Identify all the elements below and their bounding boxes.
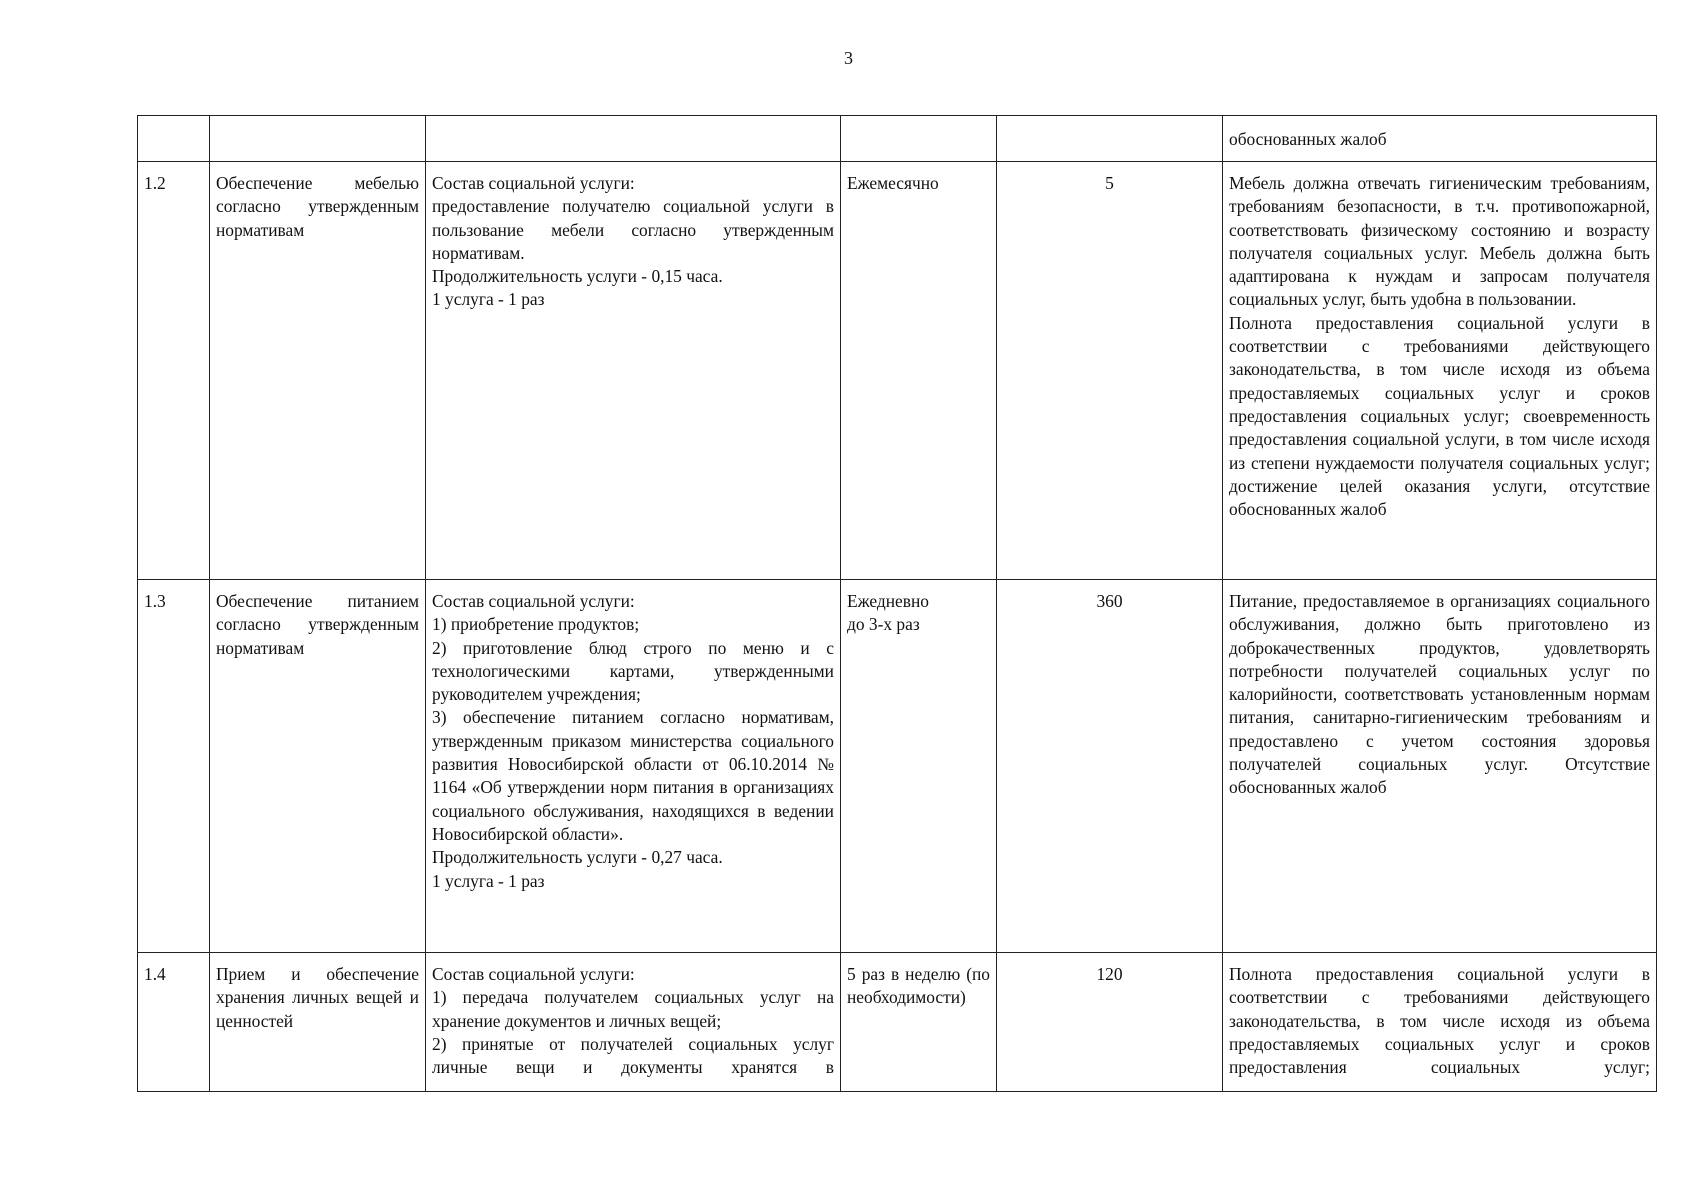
service-period-cell [841, 116, 997, 162]
content-line: Состав социальной услуги: [432, 591, 635, 611]
service-count-cell [997, 116, 1223, 162]
content-line: 1) передача получателем социальных услуг на хранение документов и личных вещей; [432, 987, 834, 1031]
content-line: 2) принятые от получателей социальных услуг личные вещи и документы хранятся в [432, 1033, 834, 1078]
row-number-cell: 1.2 [138, 162, 210, 580]
period-line: Ежемесячно [847, 173, 939, 193]
service-content-cell [426, 162, 841, 580]
content-line: Продолжительность услуги - 0,15 часа. [432, 266, 723, 287]
content-line: 2) приготовление блюд строго по меню и с технологическими картами, утвержденными руководителем учреждения; [432, 637, 834, 705]
service-content-cell [426, 116, 841, 162]
quality-text: Полнота предоставления социальной услуги в соответствии с требованиями действующего законодательства, в том числе исходя из объема предоставляемых социальных услуг и сроков предоставления социальных услуг; [1229, 964, 1650, 1078]
row-number-cell: 1.3 [138, 580, 210, 953]
row-number-cell: 1.4 [138, 953, 210, 1092]
row-number-cell [138, 116, 210, 162]
content-line: Состав социальной услуги: [432, 964, 635, 984]
quality-text: обоснованных жалоб [1229, 129, 1387, 149]
service-content-cell [426, 953, 841, 1092]
content-line: Состав социальной услуги: [432, 173, 635, 193]
service-quality-cell [1223, 580, 1657, 953]
quality-text: Питание, предоставляемое в организациях социального обслуживания, должно быть приготовлено из доброкачественных продуктов, удовлетворять потребности получателей социальных услуг по калорийности, соответствовать установленным нормам питания, санитарно-гигиеническим требованиям и предоставлено с учетом состояния здоровья получателей социальных услуг. Отсутствие обоснованных жалоб [1229, 591, 1650, 798]
service-quality-cell [1223, 116, 1657, 162]
content-line: 1 услуга - 1 раз [432, 870, 545, 891]
service-name-cell: Обеспечение мебелью согласно утвержденным нормативам [210, 162, 426, 580]
service-count-cell: 120 [997, 953, 1223, 1092]
quality-text: Мебель должна отвечать гигиеническим требованиям, требованиям безопасности, в т.ч. противопожарной, соответствовать физическому состоянию и возрасту получателя социальных услуг. Мебель должна быть адаптирована к нуждам и запросам получателя социальных услуг, быть удобна в пользовании. [1229, 173, 1650, 310]
table-row [138, 953, 1657, 1092]
service-period-cell [841, 580, 997, 953]
content-line: 1) приобретение продуктов; [432, 614, 640, 635]
service-count-cell: 5 [997, 162, 1223, 580]
table-row [138, 116, 1657, 162]
period-line: Ежедневно [847, 591, 929, 611]
service-quality-cell [1223, 953, 1657, 1092]
service-period-cell [841, 162, 997, 580]
content-line: предоставление получателю социальной услуги в пользование мебели согласно утвержденным нормативам. [432, 196, 834, 263]
period-line: до 3-х раз [847, 614, 920, 635]
page-number: 3 [844, 48, 853, 68]
content-line: 1 услуга - 1 раз [432, 289, 545, 310]
content-line: 3) обеспечение питанием согласно нормативам, утвержденным приказом министерства социального развития Новосибирской области от 06.10.2014 № 1164 «Об утверждении норм питания в организациях социального обслуживания, находящихся в ведении Новосибирской области». [432, 707, 834, 844]
service-name-cell [210, 116, 426, 162]
period-line: 5 раз в неделю (по необходимости) [847, 964, 990, 1008]
table-row [138, 580, 1657, 953]
service-name-cell: Прием и обеспечение хранения личных вещей и ценностей [210, 953, 426, 1092]
service-name-cell: Обеспечение питанием согласно утвержденным нормативам [210, 580, 426, 953]
service-quality-cell [1223, 162, 1657, 580]
content-line: Продолжительность услуги - 0,27 часа. [432, 847, 723, 868]
service-period-cell [841, 953, 997, 1092]
services-table [137, 115, 1657, 1092]
service-count-cell: 360 [997, 580, 1223, 953]
quality-text: Полнота предоставления социальной услуги в соответствии с требованиями действующего законодательства, в том числе исходя из объема предоставляемых социальных услуг и сроков предоставления социальных услуг; своевременность предоставления социальной услуги, в том числе исходя из степени нуждаемости получателя социальных услуг; достижение целей оказания услуги, отсутствие обоснованных жалоб [1229, 312, 1650, 520]
table-row [138, 162, 1657, 580]
service-content-cell [426, 580, 841, 953]
